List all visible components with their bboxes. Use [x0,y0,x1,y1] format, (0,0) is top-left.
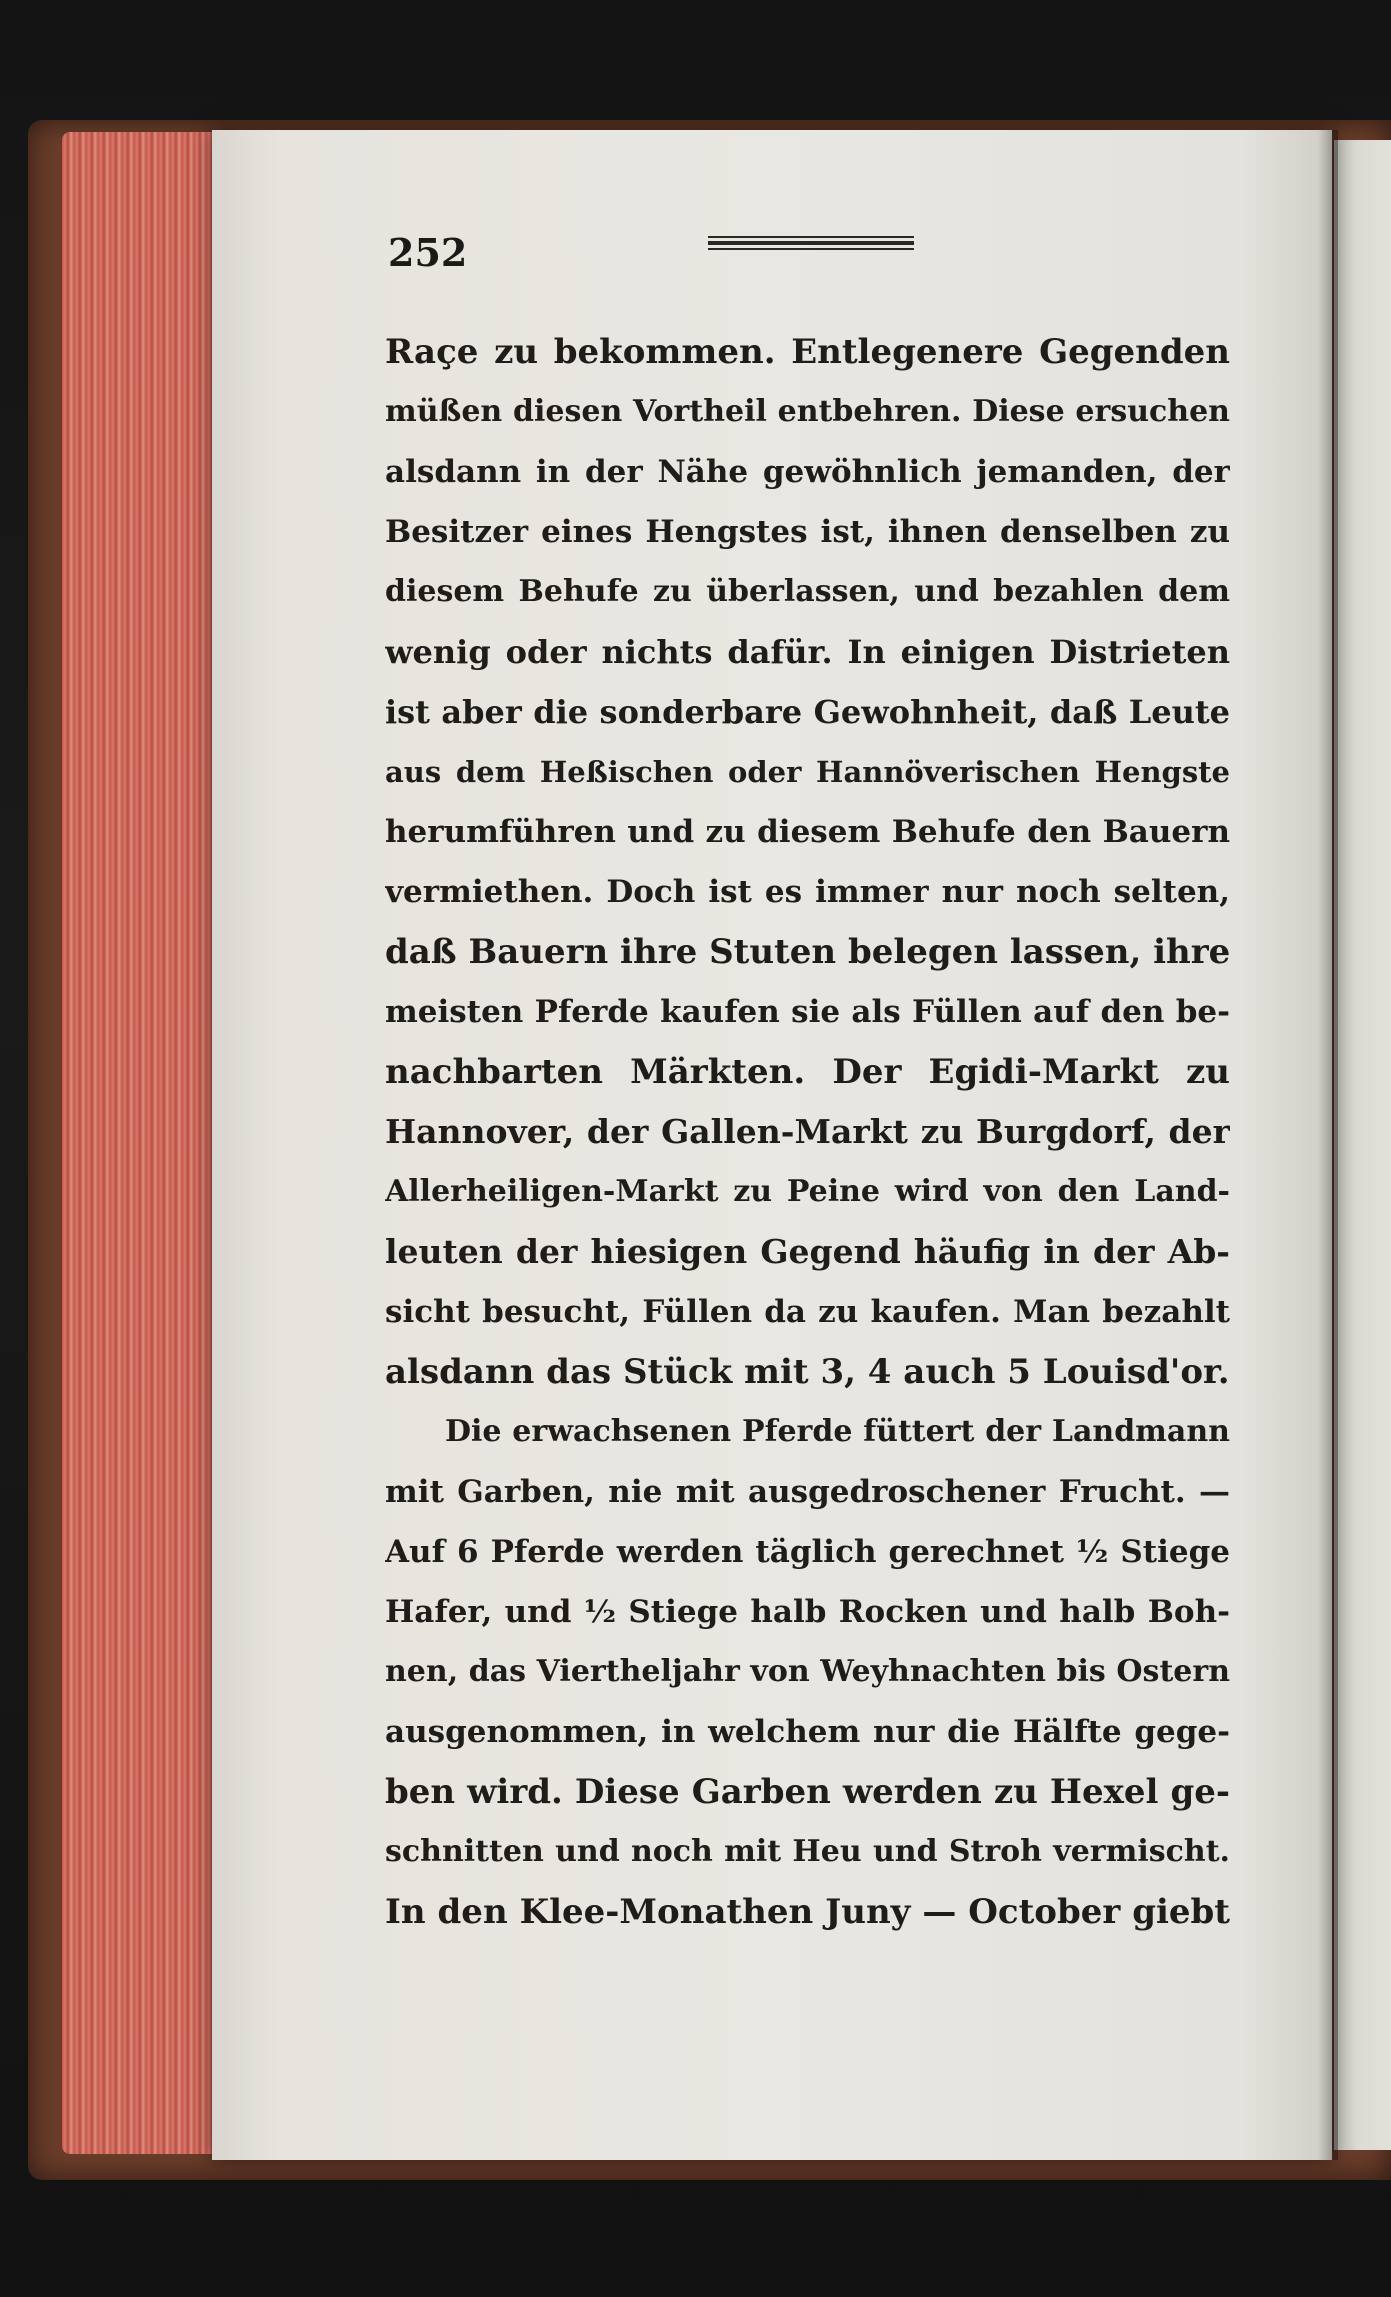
gutter-shadow [1318,130,1338,2160]
text-line: nen, das Viertheljahr von Weyhnachten bis Ostern [385,1654,1230,1689]
text-line: Auf 6 Pferde werden täglich gerechnet ½ Stiege [385,1534,1230,1570]
text-line: aus dem Heßischen oder Hannöverischen Hengste [385,755,1230,789]
text-line: wenig oder nichts dafür. In einigen Distrieten [385,633,1230,671]
text-line: müßen diesen Vortheil entbehren. Diese ersuchen [385,394,1230,429]
text-line: alsdann das Stück mit 3, 4 auch 5 Louisd'or. [385,1352,1230,1392]
text-line: daß Bauern ihre Stuten belegen lassen, ihre [385,932,1230,972]
facing-page-edge [1334,140,1391,2150]
text-line: schnitten und noch mit Heu und Stroh vermischt. [385,1834,1230,1869]
text-line: vermiethen. Doch ist es immer nur noch selten, [385,874,1230,910]
text-line: Hannover, der Gallen-Markt zu Burgdorf, der [385,1112,1230,1151]
page-number: 252 [388,230,468,275]
text-line: alsdann in der Nähe gewöhnlich jemanden, der [385,454,1230,490]
text-line: nachbarten Märkten. Der Egidi-Markt zu [385,1052,1230,1092]
text-line: ist aber die sonderbare Gewohnheit, daß Leute [385,693,1230,731]
text-line: ausgenommen, in welchem nur die Hälfte gege- [385,1714,1230,1750]
text-line: diesem Behufe zu überlassen, und bezahlen dem [385,574,1230,609]
text-line: leuten der hiesigen Gegend häufig in der Ab- [385,1232,1230,1271]
text-line: Besitzer eines Hengstes ist, ihnen denselben zu [385,514,1230,550]
text-line: meisten Pferde kaufen sie als Füllen auf den be- [385,994,1230,1030]
text-line: sicht besucht, Füllen da zu kaufen. Man bezahlt [385,1294,1230,1330]
header-rule [708,236,914,250]
text-line: In den Klee-Monathen Juny — October giebt [385,1892,1230,1932]
text-line: ben wird. Diese Garben werden zu Hexel ge- [385,1772,1230,1812]
text-line: Die erwachsenen Pferde füttert der Landmann [445,1414,1230,1449]
text-line: mit Garben, nie mit ausgedroschener Frucht. — [385,1474,1230,1510]
text-line: Raçe zu bekommen. Entlegenere Gegenden [385,332,1230,372]
page-edges [62,132,212,2154]
body-text [385,322,1230,1942]
text-line: Allerheiligen-Markt zu Peine wird von den Land- [385,1174,1230,1209]
text-line: Hafer, und ½ Stiege halb Rocken und halb Boh- [385,1594,1230,1630]
text-line: herumführen und zu diesem Behufe den Bauern [385,814,1230,850]
